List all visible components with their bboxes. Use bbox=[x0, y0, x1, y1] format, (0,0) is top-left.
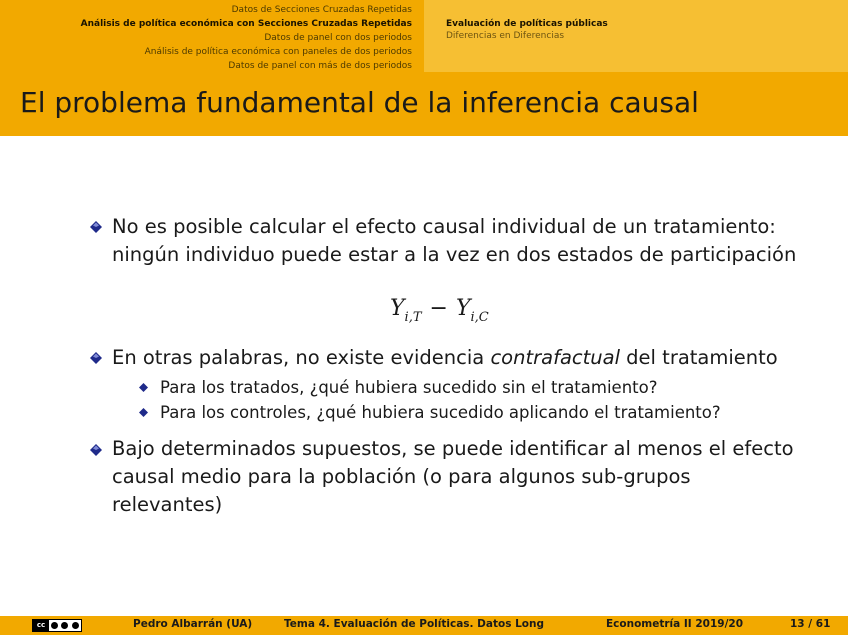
footline bbox=[0, 616, 848, 635]
formula-minus: − bbox=[429, 296, 448, 321]
bullet-2-emphasis: contrafactual bbox=[490, 346, 620, 369]
frame-title-bar bbox=[0, 72, 848, 136]
formula-subscript-treated: i,T bbox=[404, 310, 422, 325]
sub-bullet-2: Para los controles, ¿qué hubiera sucedido aplicando el tratamiento? bbox=[160, 403, 721, 422]
bullet-3-line-2: causal medio para la población (o para algunos sub-grupos bbox=[112, 465, 691, 488]
formula bbox=[390, 296, 489, 325]
diamond-bullet-icon bbox=[90, 352, 102, 364]
cc-sa-dot bbox=[72, 622, 79, 629]
nav-section-2[interactable]: Análisis de política económica con Secciones Cruzadas Repetidas bbox=[80, 19, 412, 29]
nav-section-3[interactable]: Datos de panel con dos periodos bbox=[264, 33, 412, 43]
nav-subsection-2[interactable]: Diferencias en Diferencias bbox=[446, 31, 565, 41]
diamond-bullet-icon bbox=[90, 221, 102, 233]
footer-page-number: 13 / 61 bbox=[790, 618, 831, 630]
diamond-bullet-icon bbox=[139, 383, 148, 392]
nav-section-4[interactable]: Análisis de política económica con paneles de dos periodos bbox=[144, 47, 412, 57]
cc-nc-dot bbox=[61, 622, 68, 629]
nav-section-1[interactable]: Datos de Secciones Cruzadas Repetidas bbox=[231, 5, 412, 15]
diamond-bullet-icon bbox=[90, 444, 102, 456]
bullet-1-line-1: No es posible calcular el efecto causal individual de un tratamiento: bbox=[112, 215, 776, 238]
cc-by-dot bbox=[51, 622, 58, 629]
cc-badge-label: cc bbox=[33, 620, 49, 631]
bullet-3-line-3: relevantes) bbox=[112, 493, 223, 516]
footer-topic: Tema 4. Evaluación de Políticas. Datos Long bbox=[284, 618, 545, 630]
bullet-1-line-2: ningún individuo puede estar a la vez en dos estados de participación bbox=[112, 243, 797, 266]
headline bbox=[0, 0, 848, 72]
formula-y-control: Y bbox=[455, 296, 471, 321]
nav-subsection-1[interactable]: Evaluación de políticas públicas bbox=[446, 19, 608, 29]
footer-author: Pedro Albarrán (UA) bbox=[133, 618, 253, 630]
bullet-3-line-1: Bajo determinados supuestos, se puede identificar al menos el efecto bbox=[112, 437, 794, 460]
bullet-2-text-end: del tratamiento bbox=[619, 346, 778, 369]
bullet-2-text-start: En otras palabras, no existe evidencia bbox=[112, 346, 491, 369]
cc-badge-symbols bbox=[49, 620, 81, 631]
subsection-navigation bbox=[424, 0, 848, 72]
frame-title: El problema fundamental de la inferencia causal bbox=[20, 86, 699, 119]
nav-section-5[interactable]: Datos de panel con más de dos periodos bbox=[228, 61, 412, 71]
diamond-bullet-icon bbox=[139, 408, 148, 417]
footer-course: Econometría II 2019/20 bbox=[606, 618, 744, 630]
sub-bullet-1: Para los tratados, ¿qué hubiera sucedido sin el tratamiento? bbox=[160, 378, 658, 397]
bullet-2 bbox=[112, 344, 778, 372]
slide-content bbox=[0, 136, 848, 616]
formula-y-treated: Y bbox=[390, 296, 405, 321]
formula-subscript-control: i,C bbox=[470, 310, 489, 325]
bullet-1 bbox=[112, 213, 812, 269]
section-navigation bbox=[0, 0, 424, 72]
cc-license-icon[interactable] bbox=[32, 619, 82, 632]
bullet-3 bbox=[112, 435, 794, 519]
